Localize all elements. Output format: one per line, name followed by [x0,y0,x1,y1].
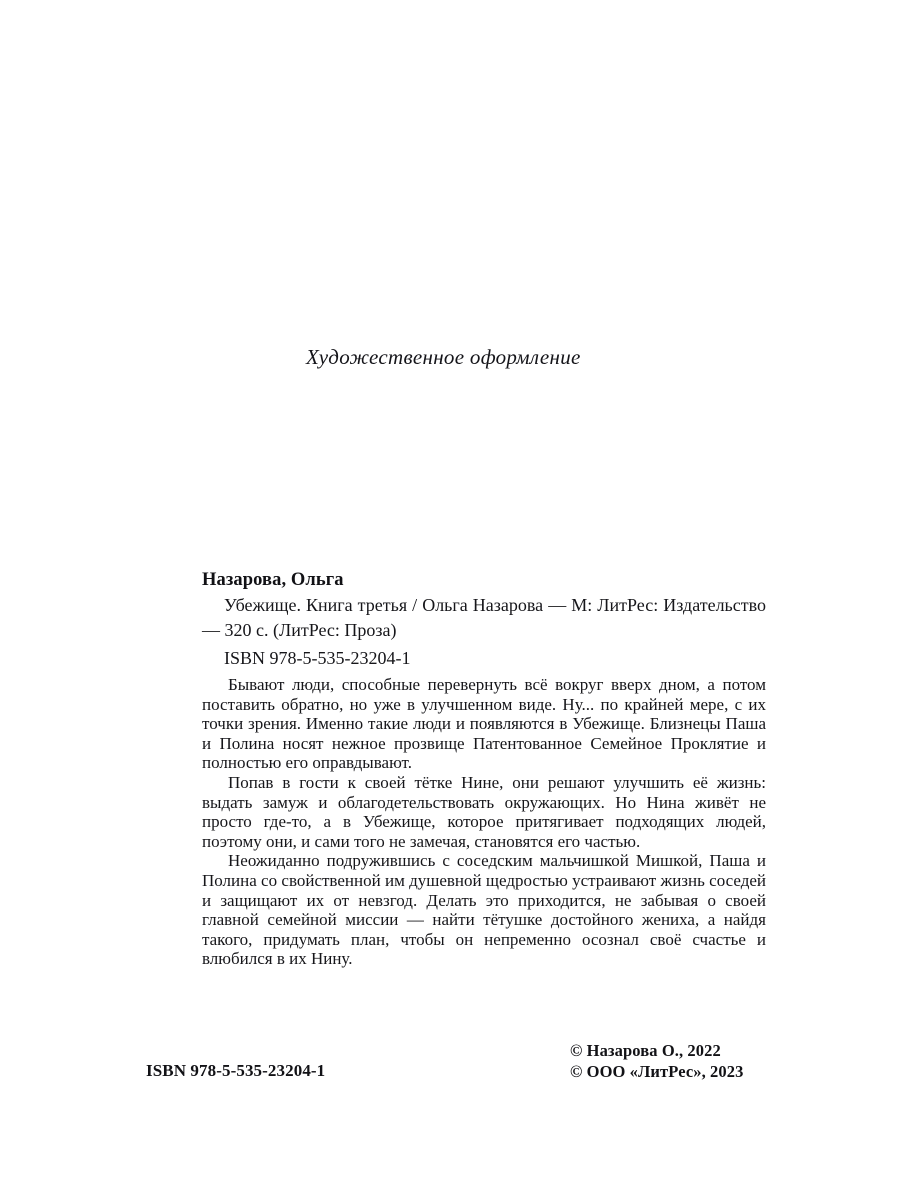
page-footer [0,1040,900,1100]
credits-heading: Художественное оформление [306,345,581,369]
annotation-text [202,675,766,969]
annotation-paragraph: Попав в гости к своей тётке Нине, они решают улучшить её жизнь: выдать замуж и облагодетельствовать окружающих. Но Нина живёт не просто где-то, а в Убежище, которое притягивает подходящих людей, поэтому они, и сами того не замечая, становятся его частью. [202,772,766,851]
cip-block [202,568,766,969]
cip-isbn: ISBN 978-5-535-23204-1 [224,648,411,668]
copyright-publisher: © ООО «ЛитРес», 2023 [570,1062,744,1081]
annotation-paragraph: Бывают люди, способные перевернуть всё вокруг вверх дном, а потом поставить обратно, но уже в улучшенном виде. Ну... по крайней мере, с их точки зрения. Именно такие люди и появляются в Убежище. Близнецы Паша и Полина носят нежное прозвище Патентованное Семейное Проклятие и полностью его оправдывают. [202,675,766,773]
copyright-block [570,1040,743,1082]
title-imprint-line: Убежище. Книга третья / Ольга Назарова — М: ЛитРес: Издательство — 320 с. (ЛитРес: Проза) [202,595,766,640]
copyright-author: © Назарова О., 2022 [570,1041,721,1060]
annotation-paragraph: Неожиданно подружившись с соседским мальчишкой Мишкой, Паша и Полина со свойственной им душевной щедростью устраивают жизнь соседей и защищают их от невзгод. Делать это приходится, не забывая о своей главной семейной миссии — найти тётушке достойного жениха, а найдя такого, придумать план, чтобы он непременно осознал своё счастье и влюбился в их Нину. [202,851,766,969]
footer-isbn: ISBN 978-5-535-23204-1 [146,1061,326,1080]
author-name: Назарова, Ольга [202,570,344,590]
